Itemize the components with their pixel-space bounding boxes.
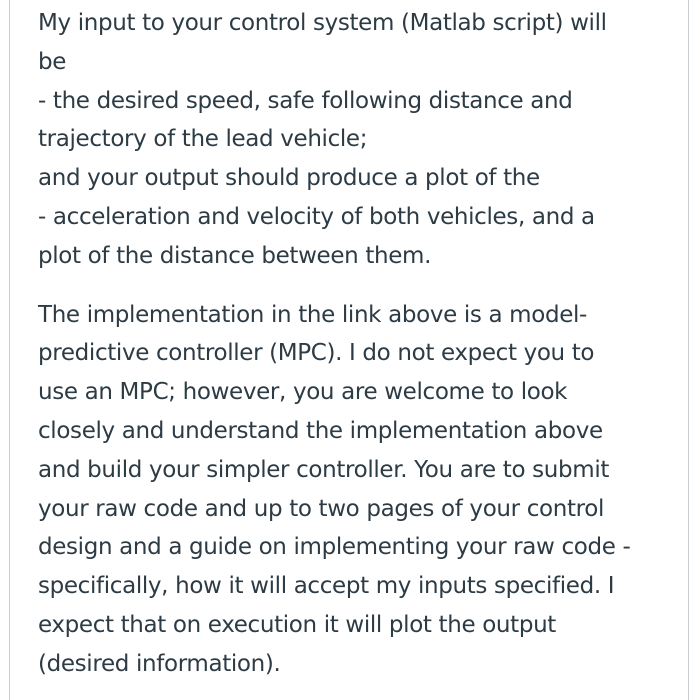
text-line: design and a guide on implementing your raw code - [38, 534, 631, 561]
text-line: predictive controller (MPC). I do not expect you to [38, 340, 595, 367]
text-line: - the desired speed, safe following distance and [38, 87, 573, 114]
text-line: and build your simpler controller. You are to submit [38, 456, 610, 483]
text-line: use an MPC; however, you are welcome to look [38, 379, 568, 406]
text-line: closely and understand the implementation above [38, 417, 603, 444]
assignment-text [38, 4, 678, 684]
text-line: The implementation in the link above is a model- [38, 301, 588, 328]
text-line: plot of the distance between them. [38, 242, 432, 269]
text-line: be [38, 48, 67, 75]
text-line: - acceleration and velocity of both vehicles, and a [38, 203, 595, 230]
paragraph-implementation [38, 296, 678, 684]
text-line: (desired information). [38, 650, 281, 677]
paragraph-input-output [38, 4, 678, 276]
text-line: My input to your control system (Matlab script) will [38, 10, 607, 36]
text-line: and your output should produce a plot of the [38, 165, 540, 192]
text-line: specifically, how it will accept my inputs specified. I [38, 573, 615, 600]
assignment-panel [9, 0, 689, 700]
text-line: trajectory of the lead vehicle; [38, 126, 368, 153]
text-line: your raw code and up to two pages of your control [38, 495, 604, 522]
text-line: expect that on execution it will plot the output [38, 611, 556, 638]
